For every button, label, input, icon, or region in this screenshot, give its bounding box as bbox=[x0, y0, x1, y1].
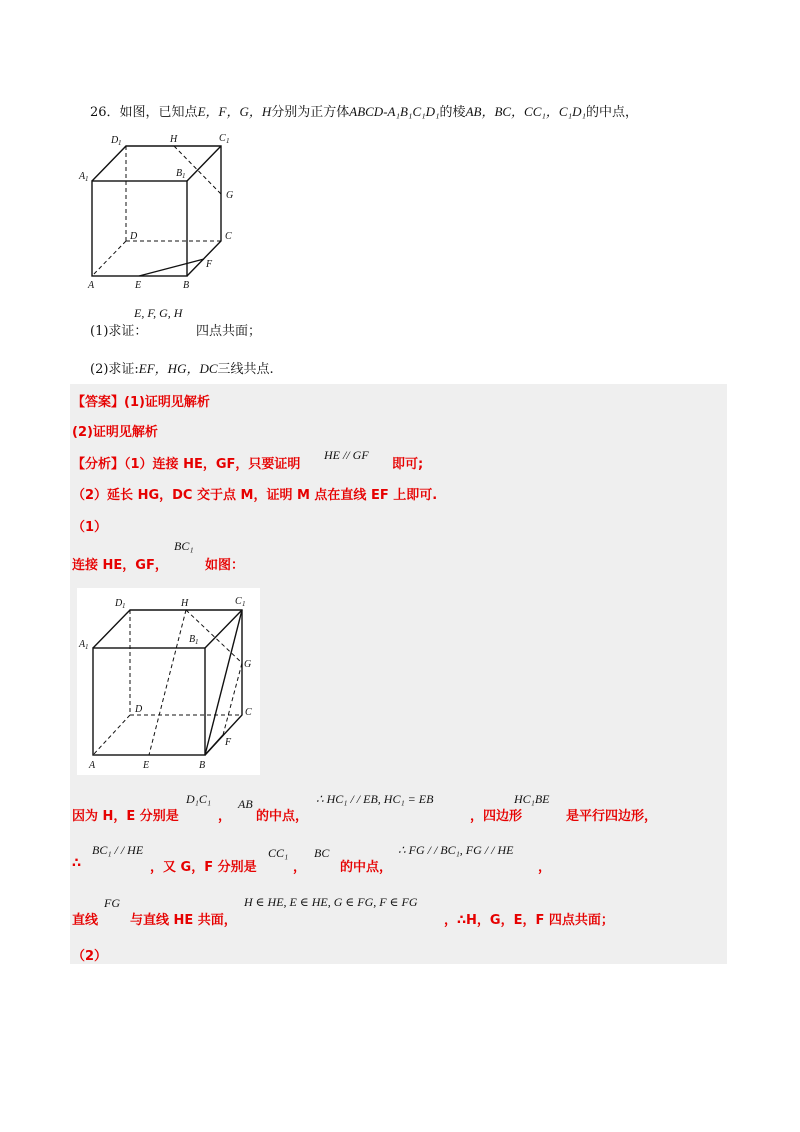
question-number: 26． bbox=[90, 105, 120, 120]
solution-line-7d: 是平行四边形， bbox=[566, 809, 658, 824]
label-H: H bbox=[170, 134, 178, 145]
math-fg: FG bbox=[104, 896, 120, 910]
solution-line-connect: 连接 HE，GF， bbox=[72, 558, 168, 573]
label-B: B bbox=[183, 280, 190, 291]
answer-line: 【答案】(1)证明见解析 bbox=[72, 395, 210, 410]
solution-math-bc1: BC₁ bbox=[174, 539, 194, 553]
label-D1: D bbox=[115, 598, 123, 609]
math-bc: BC bbox=[314, 846, 330, 860]
label-F: F bbox=[225, 737, 232, 748]
label-D: D bbox=[135, 704, 143, 715]
solution-line-9b: 与直线 HE 共面， bbox=[130, 913, 237, 928]
therefore-symbol: ∴ bbox=[72, 856, 82, 871]
label-C: C bbox=[245, 707, 252, 718]
label-A1: A bbox=[79, 639, 86, 650]
label-A1: A bbox=[79, 171, 86, 182]
label-D: D bbox=[130, 231, 138, 242]
solution-line-8c: 的中点， bbox=[340, 860, 393, 875]
label-H: H bbox=[181, 598, 189, 609]
solution-line-7a: 因为 H，E 分别是 bbox=[72, 809, 179, 824]
svg-text:1: 1 bbox=[182, 172, 186, 180]
label-E: E bbox=[143, 760, 150, 771]
analysis-line-1-end: 即可; bbox=[392, 457, 424, 472]
label-C1: C bbox=[235, 596, 242, 607]
math-membership: H ∈ HE, E ∈ HE, G ∈ FG, F ∈ FG bbox=[244, 895, 418, 909]
label-F: F bbox=[206, 259, 213, 270]
math-bc1-he: BC₁ / / HE bbox=[92, 843, 144, 857]
math-d1c1: D₁C₁ bbox=[186, 792, 212, 806]
label-B1: B bbox=[176, 168, 183, 179]
solution-line-7-comma: ， bbox=[218, 809, 232, 824]
solution-line-8-comma: ， bbox=[293, 860, 307, 875]
svg-text:1: 1 bbox=[242, 600, 246, 608]
part1-math: E, F, G, H bbox=[134, 306, 183, 320]
math-ab: AB bbox=[238, 797, 253, 811]
label-G: G bbox=[244, 659, 252, 670]
analysis-line-1: 【分析】（1）连接 HE，GF，只要证明 bbox=[72, 457, 301, 472]
analysis-math: HE // GF bbox=[324, 448, 369, 462]
solution-line-7c: ，四边形 bbox=[470, 809, 523, 824]
svg-text:1: 1 bbox=[195, 638, 199, 646]
part2-line: (2)求证:EF，HG，DC三线共点. bbox=[90, 361, 274, 377]
svg-text:1: 1 bbox=[118, 139, 122, 147]
solution-line-8d: ， bbox=[538, 860, 552, 875]
svg-text:1: 1 bbox=[122, 602, 126, 610]
math-hc1-eb: ∴ HC₁ / / EB, HC₁ = EB bbox=[316, 792, 434, 806]
cube-figure-2 bbox=[77, 588, 260, 775]
svg-text:1: 1 bbox=[85, 175, 89, 183]
solution-part2-label: （2） bbox=[72, 949, 108, 964]
solution-line-9a: 直线 bbox=[72, 913, 99, 928]
label-E: E bbox=[135, 280, 142, 291]
label-D1: D bbox=[111, 135, 119, 146]
math-fg-bc1: ∴ FG / / BC₁, FG / / HE bbox=[398, 843, 514, 857]
analysis-line-2: （2）延长 HG，DC 交于点 M，证明 M 点在直线 EF 上即可. bbox=[72, 488, 438, 503]
svg-text:1: 1 bbox=[226, 137, 230, 145]
solution-line-7b: 的中点， bbox=[256, 809, 309, 824]
cube-figure-1 bbox=[76, 128, 246, 293]
label-C1: C bbox=[219, 133, 226, 144]
part1-text: 四点共面； bbox=[196, 324, 262, 339]
label-A: A bbox=[89, 760, 96, 771]
svg-text:1: 1 bbox=[85, 643, 89, 651]
math-hc1be: HC₁BE bbox=[514, 792, 550, 806]
label-B: B bbox=[199, 760, 206, 771]
solution-line-9c: ，∴H，G，E，F 四点共面； bbox=[444, 913, 614, 928]
part1-label: (1)求证： bbox=[90, 324, 148, 339]
solution-part1-label: （1） bbox=[72, 520, 108, 535]
label-G: G bbox=[226, 190, 234, 201]
solution-line-figure: 如图： bbox=[205, 558, 245, 573]
question-line: 26．如图，已知点E，F，G，H分别为正方体ABCD-A₁B₁C₁D₁的棱AB，BC，CC₁，C₁D₁的中点， bbox=[90, 104, 639, 120]
label-A: A bbox=[88, 280, 95, 291]
solution-line-8b: ，又 G，F 分别是 bbox=[150, 860, 257, 875]
label-B1: B bbox=[189, 634, 196, 645]
math-cc1: CC₁ bbox=[268, 846, 289, 860]
label-C: C bbox=[225, 231, 232, 242]
answer-line-2: (2)证明见解析 bbox=[72, 425, 158, 440]
